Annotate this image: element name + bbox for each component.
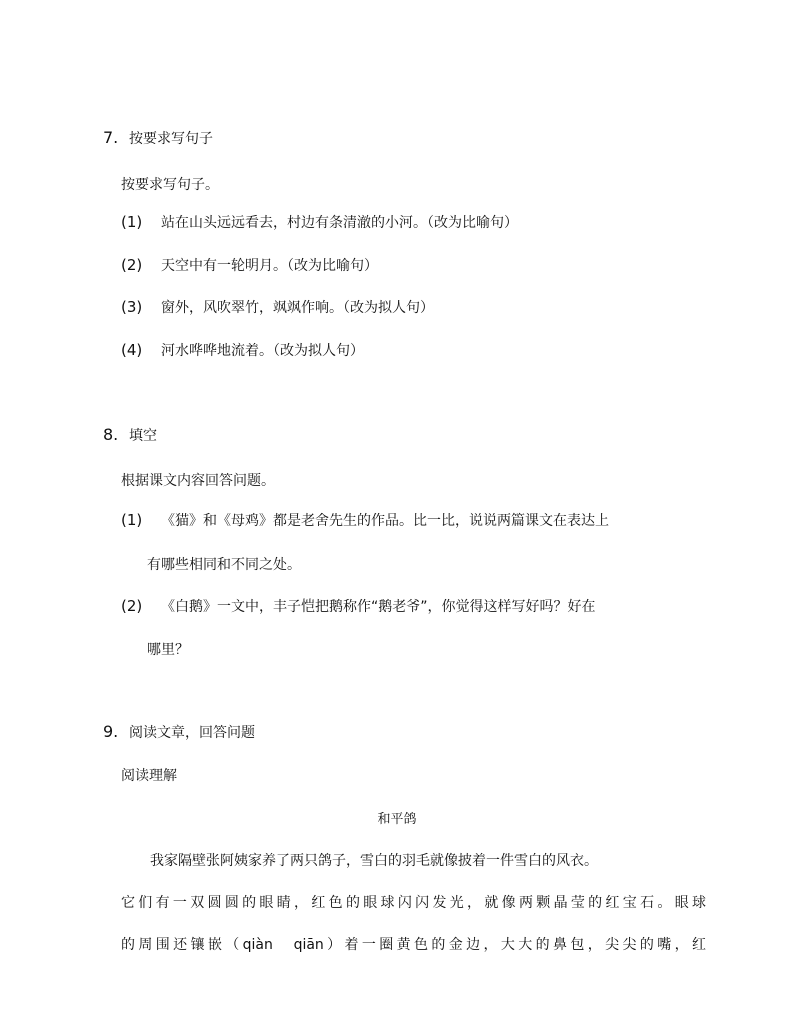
- item-index: (1): [121, 511, 143, 529]
- article-title: 和平鸽: [377, 812, 417, 827]
- article-line-3: 的周围还镶嵌（qiàn qiān）着一圈黄色的金边，大大的鼻包，尖尖的嘴，红: [121, 937, 706, 953]
- question-title: 阅读文章，回答问题: [129, 725, 255, 741]
- article-line-2: 它们有一双圆圆的眼睛，红色的眼球闪闪发光，就像两颗晶莹的红宝石。眼球: [121, 895, 706, 911]
- question-9-instruction: 阅读理解: [121, 768, 177, 784]
- article-line-1: 我家隔壁张阿姨家养了两只鸽子，雪白的羽毛就像披着一件雪白的风衣。: [150, 853, 598, 869]
- question-8-instruction: 根据课文内容回答问题。: [121, 473, 275, 489]
- item-index: (1): [121, 213, 143, 231]
- question-8-item-2-continuation: 哪里？: [147, 642, 189, 658]
- item-index: (4): [121, 341, 143, 359]
- question-7-item-2: [121, 255, 378, 275]
- item-text: 站在山头远远看去，村边有条清澈的小河。（改为比喻句）: [161, 215, 518, 231]
- item-text: 窗外，风吹翠竹，飒飒作响。（改为拟人句）: [161, 300, 434, 316]
- item-index: (2): [121, 597, 143, 615]
- question-7-item-3: [121, 297, 434, 317]
- item-index: (3): [121, 298, 143, 316]
- question-7-instruction: 按要求写句子。: [121, 177, 219, 193]
- question-7-item-1: [121, 212, 518, 232]
- question-title: 填空: [129, 428, 157, 444]
- item-text: 天空中有一轮明月。（改为比喻句）: [161, 258, 378, 274]
- question-8-heading: [103, 425, 157, 445]
- question-9-heading: [103, 722, 255, 742]
- question-title: 按要求写句子: [129, 131, 213, 147]
- question-7-heading: [103, 128, 213, 148]
- question-number: 9.: [103, 722, 119, 741]
- item-text: 河水哗哗地流着。（改为拟人句）: [161, 343, 364, 359]
- question-number: 7.: [103, 128, 119, 147]
- question-7-item-4: [121, 340, 364, 360]
- question-8-item-1-continuation: 有哪些相同和不同之处。: [147, 557, 301, 573]
- question-8-item-2: [121, 596, 596, 616]
- question-8-item-1: [121, 510, 609, 530]
- item-index: (2): [121, 256, 143, 274]
- item-text: 《猫》和《母鸡》都是老舍先生的作品。比一比，说说两篇课文在表达上: [161, 513, 609, 529]
- item-text: 《白鹅》一文中，丰子恺把鹅称作“鹅老爷”，你觉得这样写好吗？好在: [161, 599, 596, 615]
- question-number: 8.: [103, 425, 119, 444]
